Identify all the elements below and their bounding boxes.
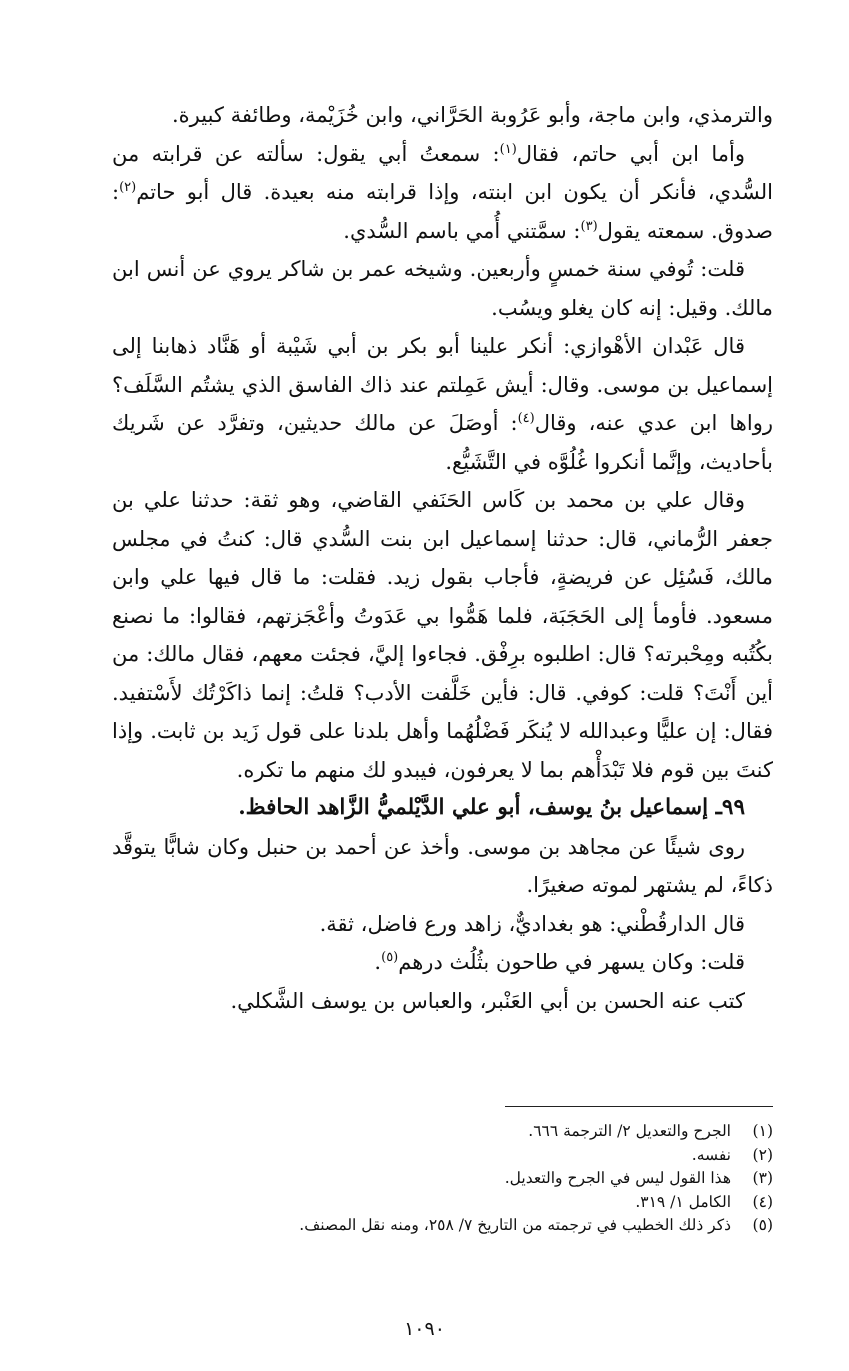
footnote-text: هذا القول ليس في الجرح والتعديل.	[504, 1169, 731, 1187]
footnote	[112, 1191, 773, 1215]
text-run: : صدوق. سمعته يقول	[112, 180, 773, 243]
text-run: قلت: وكان يسهر في طاحون بثُلُث درهم	[398, 950, 745, 974]
paragraph: وقال علي بن محمد بن كَاس الحَنَفي القاضي، وهو ثقة: حدثنا علي بن جعفر الرُّماني، قال: حدثنا إسماعيل ابن بنت السُّدي قال: كنتُ في مجلس مالك، فَسُئِل عن فريضةٍ، فأجاب بقول زيد. فقلت: ما قال فيها علي وابن مسعود. فأومأ إلى الحَجَبَة، فلما هَمُّوا بي عَدَوتُ وأعْجَزتهم، فقالوا: ما نصنع بكُتُبه ومِحْبرته؟ قال: اطلبوه برِفْق. فجاءوا إليَّ، فجئت معهم، فقال مالك: من أين أَنْتَ؟ قلت: كوفي. قال: فأين خَلَّفت الأدب؟ قلتُ: إنما ذاكَرْتُك لأَسْتفيد. فقال: إن عليًّا وعبدالله لا يُنكَر فَضْلُهُما وأهل بلدنا على قول زَيد بن ثابت. وإذا كنتَ بين قوم فلا تَبْدَأْهم بما لا يعرفون، فيبدو لك منهم ما تكره.	[112, 488, 773, 782]
footnotes	[112, 1120, 773, 1238]
paragraph: قلت: تُوفي سنة خمسٍ وأربعين. وشيخه عمر بن شاكر يروي عن أنس ابن مالك. وقيل: إنه كان يغلو ويسُب.	[112, 257, 773, 320]
footnote-number: (٢)	[752, 1145, 773, 1164]
footnote-text: ذكر ذلك الخطيب في ترجمته من التاريخ ٧/ ٢٥٨، ومنه نقل المصنف.	[299, 1216, 731, 1234]
footnote-text: الجرح والتعديل ٢/ الترجمة ٦٦٦.	[528, 1122, 731, 1140]
text-run: : سمَّتني أُمي باسم السُّدي.	[343, 218, 581, 243]
footnote	[112, 1144, 773, 1168]
text-run: وأما ابن أبي حاتم، فقال	[516, 141, 746, 166]
paragraph: كتب عنه الحسن بن أبي العَنْبر، والعباس بن يوسف الشَّكلي.	[230, 988, 745, 1013]
footnote	[112, 1120, 773, 1144]
footnote-ref[interactable]: (٣)	[580, 218, 598, 234]
footnote-divider	[505, 1106, 773, 1107]
text-run: : سمعتُ أبي يقول: سألته عن قرابته من السُّدي، فأنكر أن يكون ابن ابنته، وإذا قرابته منه بعيدة. قال أبو حاتم	[112, 141, 773, 204]
paragraph	[112, 943, 773, 982]
footnote-text: الكامل ١/ ٣١٩.	[635, 1192, 731, 1211]
text-run: .	[374, 950, 382, 974]
main-text	[112, 96, 773, 1020]
footnote-number: (١)	[752, 1122, 773, 1140]
paragraph	[112, 135, 773, 251]
footnote-ref[interactable]: (٤)	[517, 411, 535, 426]
footnote	[112, 1167, 773, 1191]
text-run: قال عَبْدان الأهْوازي: أنكر علينا أبو بكر بن أبي شَيْبة أو هَنَّاد ذهابنا إلى إسماعيل بن موسى. وقال: أيش عَمِلتم عند ذاك الفاسق الذي يشتُم السَّلَف؟ رواها ابن عدي عنه، وقال	[112, 334, 773, 435]
paragraph: روى شيئًا عن مجاهد بن موسى. وأخذ عن أحمد بن حنبل وكان شابًّا يتوقَّد ذكاءً، لم يشتهر لموته صغيرًا.	[112, 834, 773, 897]
text-run: : أوصَلَ عن مالك حديثين، وتفرَّد عن شَريك بأحاديث، وإنَّما أنكروا غُلُوَّه في التَّشَيُّع.	[112, 411, 773, 474]
footnote-number: (٤)	[752, 1192, 773, 1211]
footnote-ref[interactable]: (١)	[499, 141, 517, 157]
footnote-ref[interactable]: (٢)	[119, 180, 137, 195]
page-number: ١٠٩٠	[404, 1318, 445, 1340]
paragraph: قال الدارقُطْني: هو بغداديٌّ، زاهد ورع فاضل، ثقة.	[319, 911, 745, 936]
footnote-text: نفسه.	[691, 1145, 731, 1164]
footnote	[112, 1214, 773, 1238]
footnote-ref[interactable]: (٥)	[381, 950, 399, 965]
entry-heading: ٩٩ـ إسماعيل بنُ يوسف، أبو علي الدَّيْلميُّ الزَّاهد الحافظ.	[238, 795, 745, 820]
footnote-number: (٣)	[752, 1169, 773, 1187]
paragraph: والترمذي، وابن ماجة، وأبو عَرُوبة الحَرَّاني، وابن خُزَيْمة، وطائفة كبيرة.	[171, 103, 773, 127]
paragraph	[112, 327, 773, 481]
footnote-number: (٥)	[752, 1216, 773, 1234]
